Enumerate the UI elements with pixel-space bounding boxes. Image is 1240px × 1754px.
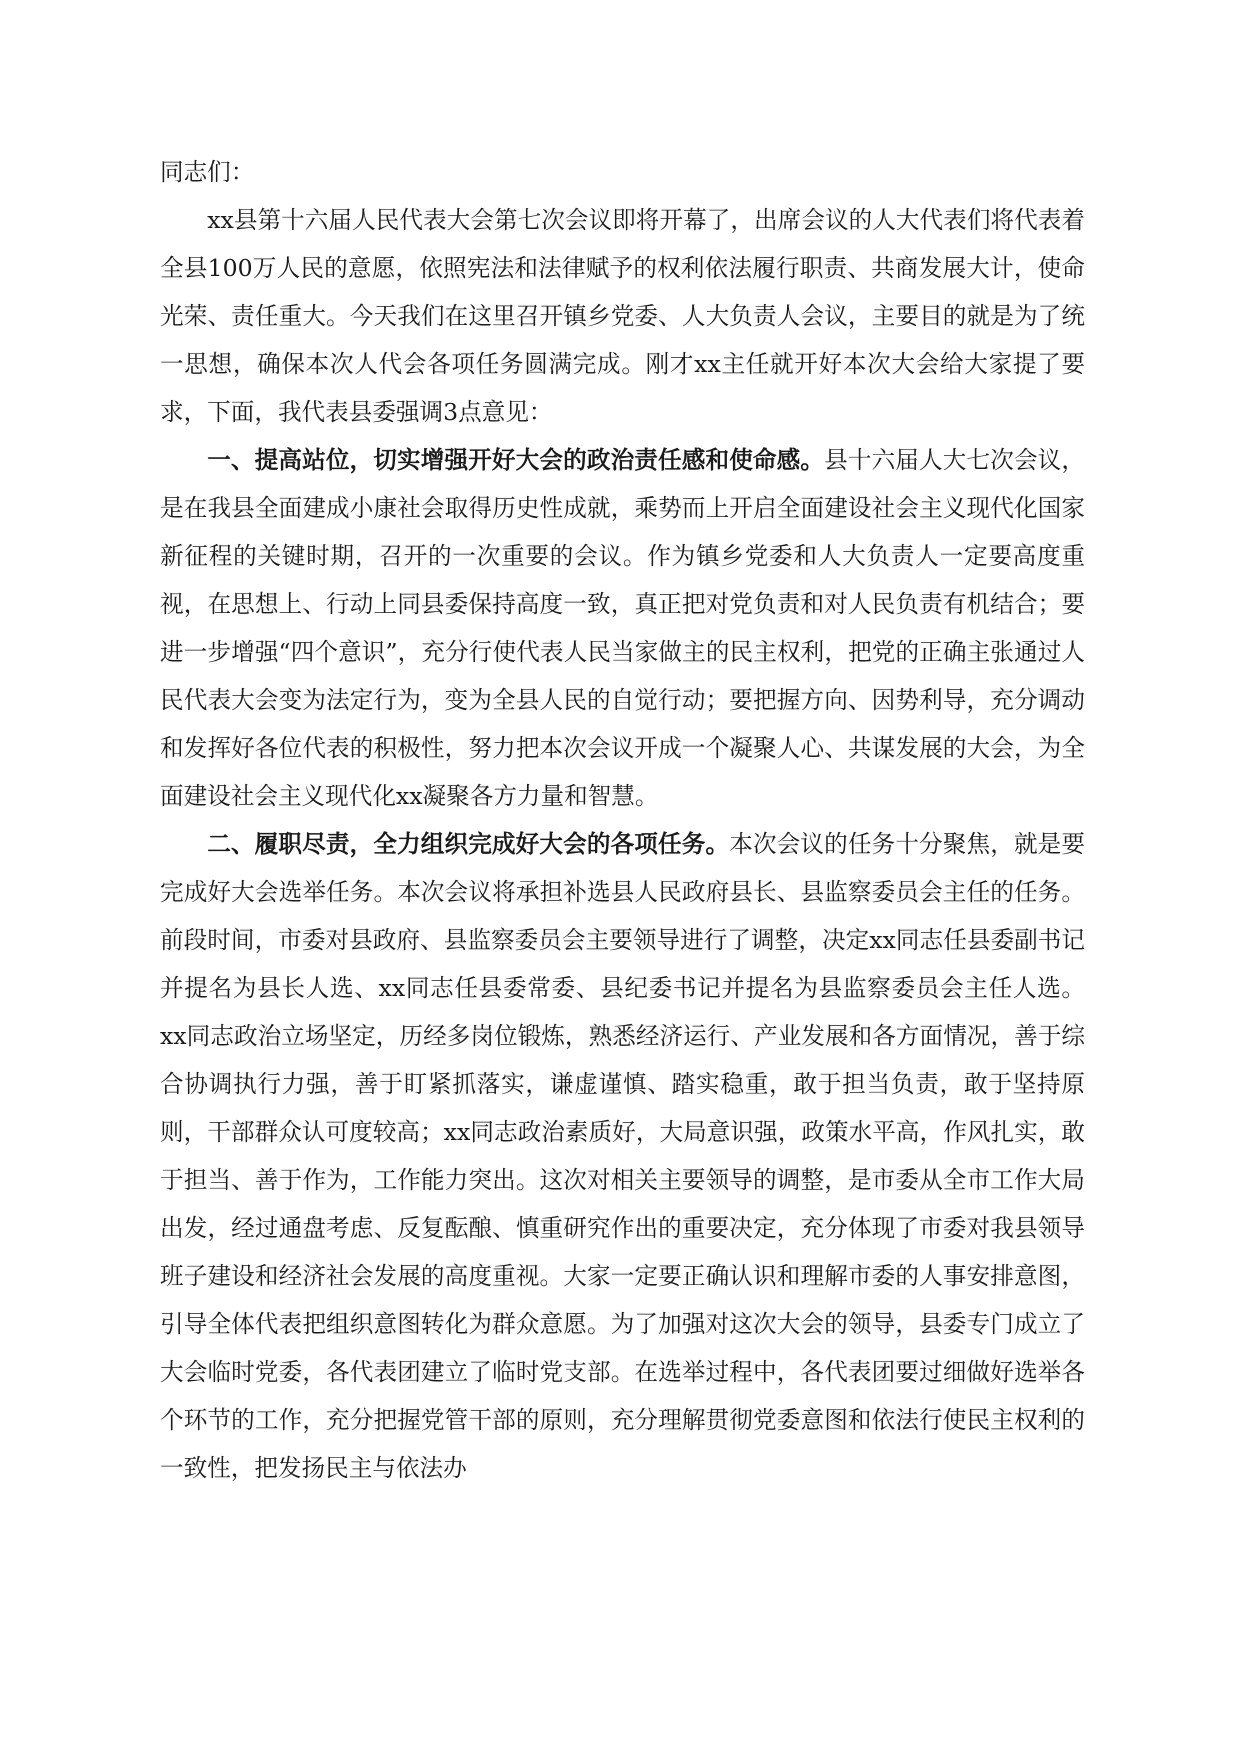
document-page (160, 148, 1085, 1492)
salutation: 同志们： (160, 158, 255, 186)
paragraph-intro (160, 196, 1085, 436)
point-1-heading: 一、提高站位，切实增强开好大会的政治责任感和使命感。 (207, 446, 825, 474)
paragraph-text: 县十六届人大七次会议，是在我县全面建成小康社会取得历史性成就，乘势而上开启全面建设社会主义现代化国家新征程的关键时期，召开的一次重要的会议。作为镇乡党委和人大负责人一定要高度重视，在思想上、行动上同县委保持高度一致，真正把对党负责和对人民负责有机结合；要进一步增强“四个意识”，充分行使代表人民当家做主的民主权利，把党的正确主张通过人民代表大会变为法定行为，变为全县人民的自觉行动；要把握方向、因势利导，充分调动和发挥好各位代表的积极性，努力把本次会议开成一个凝聚人心、共谋发展的大会，为全面建设社会主义现代化xx凝聚各方力量和智慧。 (160, 446, 1086, 810)
paragraph-point-1 (160, 436, 1085, 820)
paragraph-point-2 (160, 820, 1085, 1492)
point-2-heading: 二、履职尽责，全力组织完成好大会的各项任务。 (207, 830, 730, 858)
paragraph-text: xx县第十六届人民代表大会第七次会议即将开幕了，出席会议的人大代表们将代表着全县100万人民的意愿，依照宪法和法律赋予的权利依法履行职责、共商发展大计，使命光荣、责任重大。今天我们在这里召开镇乡党委、人大负责人会议，主要目的就是为了统一思想，确保本次人代会各项任务圆满完成。刚才xx主任就开好本次大会给大家提了要求，下面，我代表县委强调3点意见： (160, 206, 1085, 426)
paragraph-text: 本次会议的任务十分聚焦，就是要完成好大会选举任务。本次会议将承担补选县人民政府县长、县监察委员会主任的任务。前段时间，市委对县政府、县监察委员会主要领导进行了调整，决定xx同志任县委副书记并提名为县长人选、xx同志任县委常委、县纪委书记并提名为县监察委员会主任人选。xx同志政治立场坚定，历经多岗位锻炼，熟悉经济运行、产业发展和各方面情况，善于综合协调执行力强，善于盯紧抓落实，谦虚谨慎、踏实稳重，敢于担当负责，敢于坚持原则，干部群众认可度较高；xx同志政治素质好，大局意识强，政策水平高，作风扎实，敢于担当、善于作为，工作能力突出。这次对相关主要领导的调整，是市委从全市工作大局出发，经过通盘考虑、反复酝酿、慎重研究作出的重要决定，充分体现了市委对我县领导班子建设和经济社会发展的高度重视。大家一定要正确认识和理解市委的人事安排意图，引导全体代表把组织意图转化为群众意愿。为了加强对这次大会的领导，县委专门成立了大会临时党委，各代表团建立了临时党支部。在选举过程中，各代表团要过细做好选举各个环节的工作，充分把握党管干部的原则，充分理解贯彻党委意图和依法行使民主权利的一致性，把发扬民主与依法办 (160, 830, 1086, 1482)
